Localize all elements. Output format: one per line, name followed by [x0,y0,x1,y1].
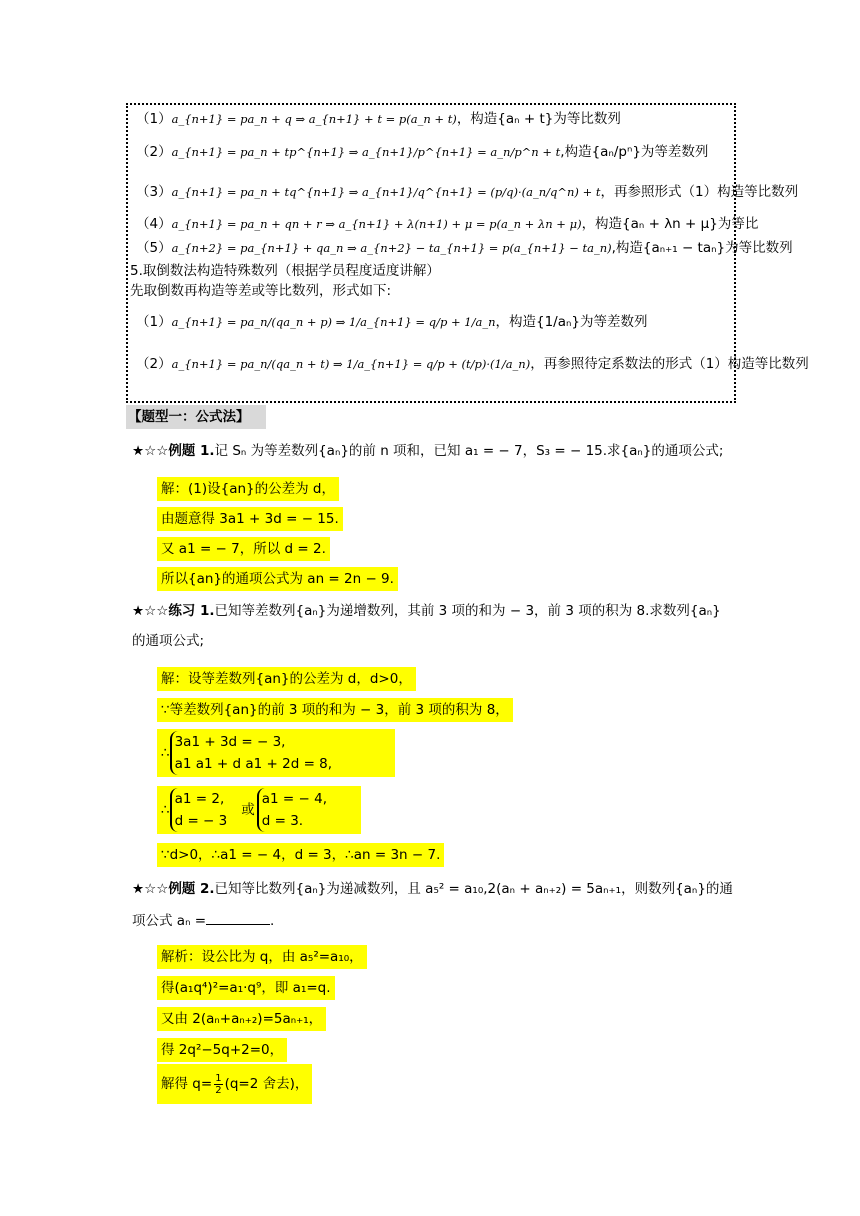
example1-question: ★☆☆例题 1.记 Sₙ 为等差数列{aₙ}的前 n 项和，已知 a₁ = − 7，S₃ = − 15.求{aₙ}的通项公式; [132,443,724,459]
example1-solution-line-3: 又 a1 = − 7，所以 d = 2. [157,537,330,561]
example2-solution-line-1: 解析：设公比为 q，由 a₅²=a₁₀， [157,945,367,969]
example2-solution-line-5: 解得 q= $\frac{1}{2}$ (q=2 舍去)， [157,1064,312,1104]
practice1-system-1: ∴3a1 + 3d = − 3, a1 a1 + d a1 + 2d = 8, [157,729,395,777]
practice1-solution-line-2: ∵等差数列{an}的前 3 项的和为 − 3，前 3 项的积为 8， [157,698,513,722]
method-item-1: （1）a_{n+1} = pa_n + q ⇒ a_{n+1} + t = p(a_n + t)，构造{aₙ + t}为等比数列 [136,111,621,127]
inverse-item-1: （1）a_{n+1} = pa_n/(qa_n + p) ⇒ 1/a_{n+1} = q/p + 1/a_n，构造{1/aₙ}为等差数列 [136,314,648,330]
example1-label: 例题 1. [168,443,215,459]
example1-solution-line-4: 所以{an}的通项公式为 an = 2n − 9. [157,567,398,591]
inverse-formula-1: a_{n+1} = pa_n/(qa_n + p) ⇒ 1/a_{n+1} = q/p + 1/a_n [171,315,496,329]
example2-solution-line-2: 得(a₁q⁴)²=a₁·q⁹，即 a₁=q. [157,976,335,1000]
fraction-one-half: $\frac{1}{2}$ [215,1072,222,1096]
inverse-item-2: （2）a_{n+1} = pa_n/(qa_n + t) ⇒ 1/a_{n+1} = q/p + (t/p)·(1/a_n)，再参照待定系数法的形式（1）构造等比数列 [136,356,809,372]
example1-solution-line-1: 解：(1)设{an}的公差为 d， [157,477,339,501]
method-item-2: （2）a_{n+1} = pa_n + tp^{n+1} ⇒ a_{n+1}/p^{n+1} = a_n/p^n + t,构造{aₙ/pⁿ}为等差数列 [136,144,709,160]
practice1-label: 练习 1. [168,603,215,619]
method-item-5: （5）a_{n+2} = pa_{n+1} + qa_n ⇒ a_{n+2} − ta_{n+1} = p(a_{n+1} − ta_n),构造{aₙ₊₁ − taₙ}为等比数列 [136,240,793,256]
difficulty-stars: ★☆☆ [132,443,169,459]
formula-1: a_{n+1} = pa_n + q ⇒ a_{n+1} + t = p(a_n + t) [171,112,457,126]
method-box [126,103,809,403]
answer-blank [206,912,270,925]
practice1-question-cont: 的通项公式; [132,633,205,649]
practice1-question: ★☆☆练习 1.已知等差数列{aₙ}为递增数列，其前 3 项的和为 − 3，前 3 项的积为 8.求数列{aₙ} [132,603,721,619]
difficulty-stars: ★☆☆ [132,603,169,619]
formula-2: a_{n+1} = pa_n + tp^{n+1} ⇒ a_{n+1}/p^{n+1} = a_n/p^n + t [171,145,561,159]
section5-title: 5.取倒数法构造特殊数列（根据学员程度适度讲解） [130,263,440,279]
section-header: 【题型一：公式法】 [126,405,266,429]
formula-5: a_{n+2} = pa_{n+1} + qa_n ⇒ a_{n+2} − ta_{n+1} = p(a_{n+1} − ta_n) [171,241,612,255]
example1-solution-line-2: 由题意得 3a1 + 3d = − 15. [157,507,343,531]
method-item-4: （4）a_{n+1} = pa_n + qn + r ⇒ a_{n+1} + λ(n+1) + μ = p(a_n + λn + μ)，构造{aₙ + λn + μ}为等比 [136,216,759,232]
difficulty-stars: ★☆☆ [132,881,169,897]
inverse-formula-2: a_{n+1} = pa_n/(qa_n + t) ⇒ 1/a_{n+1} = q/p + (t/p)·(1/a_n) [171,357,531,371]
example2-question: ★☆☆例题 2.已知等比数列{aₙ}为递减数列，且 a₅² = a₁₀,2(aₙ + aₙ₊₂) = 5aₙ₊₁，则数列{aₙ}的通 [132,881,733,897]
practice1-solution-line-1: 解：设等差数列{an}的公差为 d，d>0， [157,667,416,691]
practice1-system-2: ∴a1 = 2, d = − 3或a1 = − 4, d = 3. [157,786,361,834]
method-item-3: （3）a_{n+1} = pa_n + tq^{n+1} ⇒ a_{n+1}/q^{n+1} = (p/q)·(a_n/q^n) + t，再参照形式（1）构造等比数列 [136,184,799,200]
example2-solution-line-3: 又由 2(aₙ+aₙ₊₂)=5aₙ₊₁， [157,1007,326,1031]
practice1-solution-final: ∵d>0，∴a1 = − 4，d = 3，∴an = 3n − 7. [157,843,444,867]
section5-intro: 先取倒数再构造等差或等比数列，形式如下: [130,283,392,299]
formula-3: a_{n+1} = pa_n + tq^{n+1} ⇒ a_{n+1}/q^{n+1} = (p/q)·(a_n/q^n) + t [171,185,601,199]
example2-question-cont: 项公式 aₙ = . [132,913,275,929]
formula-4: a_{n+1} = pa_n + qn + r ⇒ a_{n+1} + λ(n+1) + μ = p(a_n + λn + μ) [171,217,582,231]
example2-label: 例题 2. [168,881,215,897]
example2-solution-line-4: 得 2q²−5q+2=0， [157,1038,287,1062]
